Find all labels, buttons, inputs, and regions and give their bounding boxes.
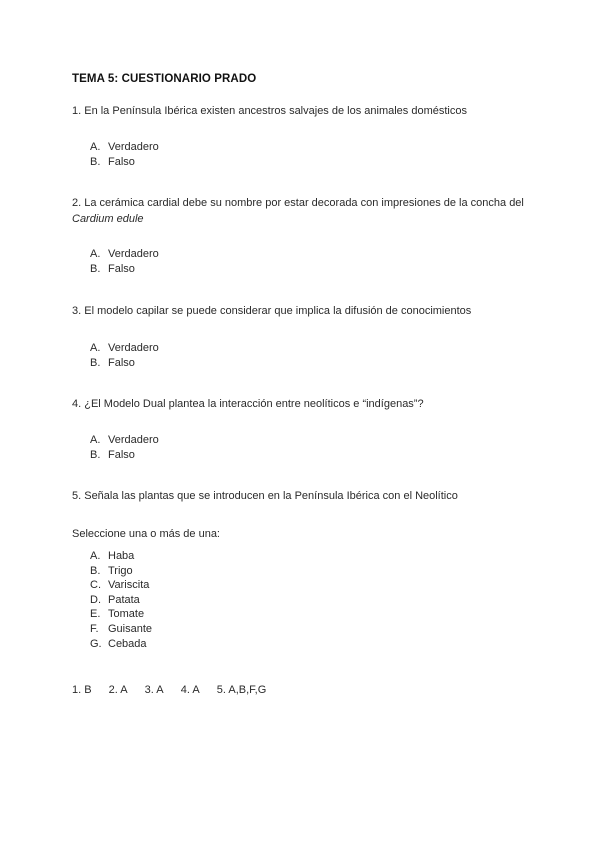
- option-item: [90, 155, 159, 170]
- question-3-options: [90, 341, 159, 370]
- option-label: Verdadero: [108, 342, 159, 354]
- option-letter: B.: [90, 356, 101, 369]
- option-label: Verdadero: [108, 248, 159, 260]
- question-2: [72, 195, 542, 227]
- question-text: [72, 195, 542, 227]
- option-item: [90, 433, 159, 448]
- question-4: [72, 396, 542, 412]
- option-letter: G.: [90, 637, 102, 650]
- option-label: Falso: [108, 155, 135, 168]
- option-item: [90, 607, 152, 622]
- option-label: Tomate: [108, 608, 145, 621]
- option-item: [90, 140, 159, 155]
- answer-key: [72, 684, 280, 696]
- option-label: Cebada: [108, 637, 147, 650]
- page-title: TEMA 5: CUESTIONARIO PRADO: [72, 73, 257, 85]
- option-label: Falso: [108, 262, 135, 275]
- question-text: 3. El modelo capilar se puede considerar que implica la difusión de conocimientos: [72, 305, 472, 317]
- question-2-options: [90, 247, 159, 276]
- option-letter: A.: [90, 434, 101, 446]
- answer-item: 4. A: [180, 684, 200, 696]
- answer-item: 5. A,B,F,G: [216, 684, 267, 696]
- question-1: [72, 103, 542, 119]
- question-text-italic: Cardium edule: [72, 213, 144, 225]
- answer-item: 1. B: [72, 684, 92, 696]
- option-letter: B.: [90, 448, 101, 461]
- question-5-options: [90, 549, 152, 651]
- option-label: Verdadero: [108, 141, 159, 153]
- question-text: 5. Señala las plantas que se introducen en la Península Ibérica con el Neolítico: [72, 490, 458, 502]
- option-label: Patata: [108, 593, 140, 606]
- option-label: Falso: [108, 448, 135, 461]
- option-item: [90, 578, 152, 593]
- option-letter: A.: [90, 248, 101, 260]
- option-letter: E.: [90, 608, 101, 621]
- option-item: [90, 341, 159, 356]
- option-label: Falso: [108, 356, 135, 369]
- instruction-text: Seleccione una o más de una:: [72, 528, 220, 540]
- question-4-options: [90, 433, 159, 462]
- option-item: [90, 247, 159, 262]
- question-text-main: 2. La cerámica cardial debe su nombre por estar decorada con impresiones de la concha del: [72, 197, 524, 209]
- option-label: Haba: [108, 550, 135, 562]
- option-label: Variscita: [108, 579, 150, 592]
- option-label: Trigo: [108, 564, 133, 577]
- option-letter: B.: [90, 155, 101, 168]
- option-label: Guisante: [108, 622, 153, 635]
- option-letter: B.: [90, 564, 101, 577]
- option-letter: B.: [90, 262, 101, 275]
- option-item: [90, 448, 159, 463]
- question-text: 1. En la Península Ibérica existen ancestros salvajes de los animales domésticos: [72, 105, 467, 117]
- option-letter: F.: [90, 622, 99, 635]
- option-letter: A.: [90, 550, 101, 562]
- answer-item: 2. A: [108, 684, 128, 696]
- option-item: [90, 549, 152, 564]
- question-text: 4. ¿El Modelo Dual plantea la interacción entre neolíticos e “indígenas”?: [72, 398, 424, 410]
- option-letter: A.: [90, 141, 101, 153]
- question-5-instruction: [72, 526, 542, 542]
- option-item: [90, 637, 152, 652]
- option-letter: C.: [90, 579, 101, 592]
- question-5: [72, 488, 542, 504]
- option-item: [90, 593, 152, 608]
- option-letter: D.: [90, 593, 101, 606]
- answer-item: 3. A: [144, 684, 164, 696]
- option-label: Verdadero: [108, 434, 159, 446]
- option-letter: A.: [90, 342, 101, 354]
- option-item: [90, 622, 152, 637]
- question-3: [72, 303, 542, 319]
- option-item: [90, 262, 159, 277]
- option-item: [90, 356, 159, 371]
- option-item: [90, 564, 152, 579]
- question-1-options: [90, 140, 159, 169]
